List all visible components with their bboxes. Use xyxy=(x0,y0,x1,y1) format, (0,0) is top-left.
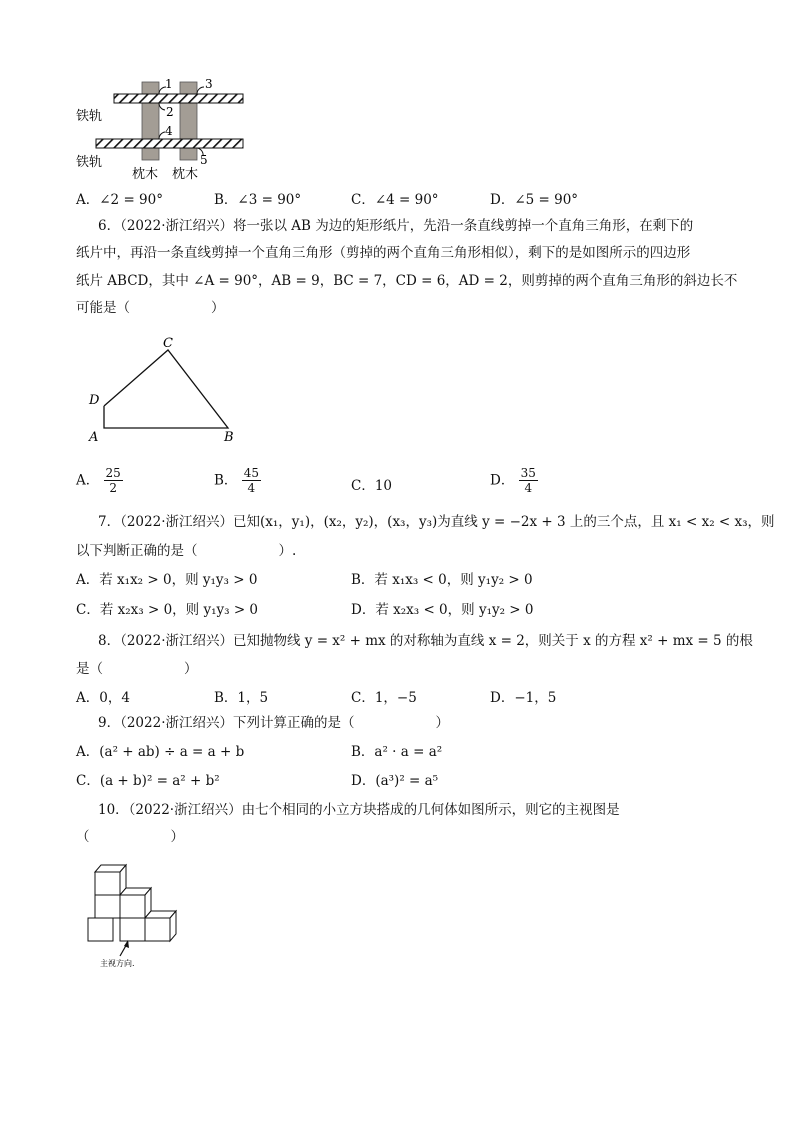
q6-line-1: 6．（2022·浙江绍兴）将一张以 AB 为边的矩形纸片，先沿一条直线剪掉一个直角三角形，在剩下的 xyxy=(98,218,694,234)
q6-option-b-label: B． xyxy=(214,472,238,489)
rail-top xyxy=(114,94,243,103)
sleeper-label-1: 枕木 xyxy=(132,167,159,182)
angle-label-4: 4 xyxy=(165,124,173,138)
q6-option-d xyxy=(490,466,538,495)
q6-option-d-denominator: 4 xyxy=(524,481,533,495)
q6-line-3: 纸片 ABCD，其中 ∠A = 90°，AB = 9，BC = 7，CD = 6，AD = 2，则剪掉的两个直角三角形的斜边长不 xyxy=(76,273,738,289)
q7-line-1: 7．（2022·浙江绍兴）已知(x₁，y₁)，(x₂，y₂)，(x₃，y₃)为直线 y = −2x + 3 上的三个点，且 x₁ < x₂ < x₃，则 xyxy=(98,514,775,530)
q6-option-a-numerator: 25 xyxy=(105,466,121,480)
q5-option-c: C．∠4 = 90° xyxy=(351,192,439,208)
vertex-c-label: C xyxy=(163,336,173,351)
q6-option-b xyxy=(214,466,261,495)
q9-option-c: C．(a + b)² = a² + b² xyxy=(76,773,220,789)
rail-bottom xyxy=(96,139,243,148)
q6-line-2: 纸片中，再沿一条直线剪掉一个直角三角形（剪掉的两个直角三角形相似），剩下的是如图所示的四边形 xyxy=(76,245,691,261)
vertex-d-label: D xyxy=(89,393,100,408)
q8-option-b: B．1，5 xyxy=(214,690,269,706)
q6-option-d-fraction xyxy=(519,466,538,495)
q5-option-a: A．∠2 = 90° xyxy=(76,192,163,208)
q6-option-a-denominator: 2 xyxy=(109,481,117,495)
q8-line-2: 是（ ） xyxy=(76,661,198,677)
q8-line-1: 8．（2022·浙江绍兴）已知抛物线 y = x² + mx 的对称轴为直线 x = 2，则关于 x 的方程 x² + mx = 5 的根 xyxy=(98,633,753,649)
rail-label-bottom: 铁轨 xyxy=(76,155,103,170)
angle-label-5: 5 xyxy=(200,153,208,167)
rail-label-top: 铁轨 xyxy=(76,109,103,124)
q7-option-d: D．若 x₂x₃ < 0，则 y₁y₂ > 0 xyxy=(351,602,534,618)
q8-option-d: D．−1，5 xyxy=(490,690,557,706)
q6-option-b-fraction xyxy=(242,466,261,495)
q6-option-b-numerator: 45 xyxy=(243,466,259,480)
cube-stack-figure xyxy=(82,858,192,970)
quadrilateral-abcd-figure xyxy=(84,334,244,446)
q7-option-c: C．若 x₂x₃ > 0，则 y₁y₃ > 0 xyxy=(76,602,259,618)
q7-option-a: A．若 x₁x₂ > 0，则 y₁y₃ > 0 xyxy=(76,572,258,588)
q6-option-a-label: A． xyxy=(76,472,100,489)
q5-option-d: D．∠5 = 90° xyxy=(490,192,579,208)
q6-option-a xyxy=(76,466,123,495)
q6-option-c: C．10 xyxy=(351,478,393,494)
q6-option-d-numerator: 35 xyxy=(520,466,536,480)
vertex-b-label: B xyxy=(224,430,234,445)
angle-label-3: 3 xyxy=(205,77,213,91)
view-direction-caption: 主视方向. xyxy=(100,959,135,968)
q8-option-a: A．0，4 xyxy=(76,690,130,706)
q10-line-1: 10．（2022·浙江绍兴）由七个相同的小立方块搭成的几何体如图所示，则它的主视图是 xyxy=(98,802,620,818)
q9-line-1: 9．（2022·浙江绍兴）下列计算正确的是（ ） xyxy=(98,715,449,731)
q9-option-a: A．(a² + ab) ÷ a = a + b xyxy=(76,744,245,760)
q9-option-d: D．(a³)² = a⁵ xyxy=(351,773,439,789)
q6-line-4: 可能是（ ） xyxy=(76,300,225,316)
q7-line-2: 以下判断正确的是（ ）. xyxy=(76,543,297,559)
angle-label-1: 1 xyxy=(165,77,173,91)
q6-option-a-fraction xyxy=(104,466,123,495)
q8-option-c: C．1，−5 xyxy=(351,690,417,706)
sleeper-label-2: 枕木 xyxy=(172,167,199,182)
angle-label-2: 2 xyxy=(166,105,174,119)
q6-option-d-label: D． xyxy=(490,472,515,489)
q9-option-b: B．a² · a = a² xyxy=(351,744,443,760)
q7-option-b: B．若 x₁x₃ < 0，则 y₁y₂ > 0 xyxy=(351,572,533,588)
rail-sleeper-figure xyxy=(70,72,260,184)
q5-option-b: B．∠3 = 90° xyxy=(214,192,302,208)
q6-option-b-denominator: 4 xyxy=(247,481,256,495)
vertex-a-label: A xyxy=(89,430,99,445)
q10-line-2: （ ） xyxy=(76,829,184,845)
